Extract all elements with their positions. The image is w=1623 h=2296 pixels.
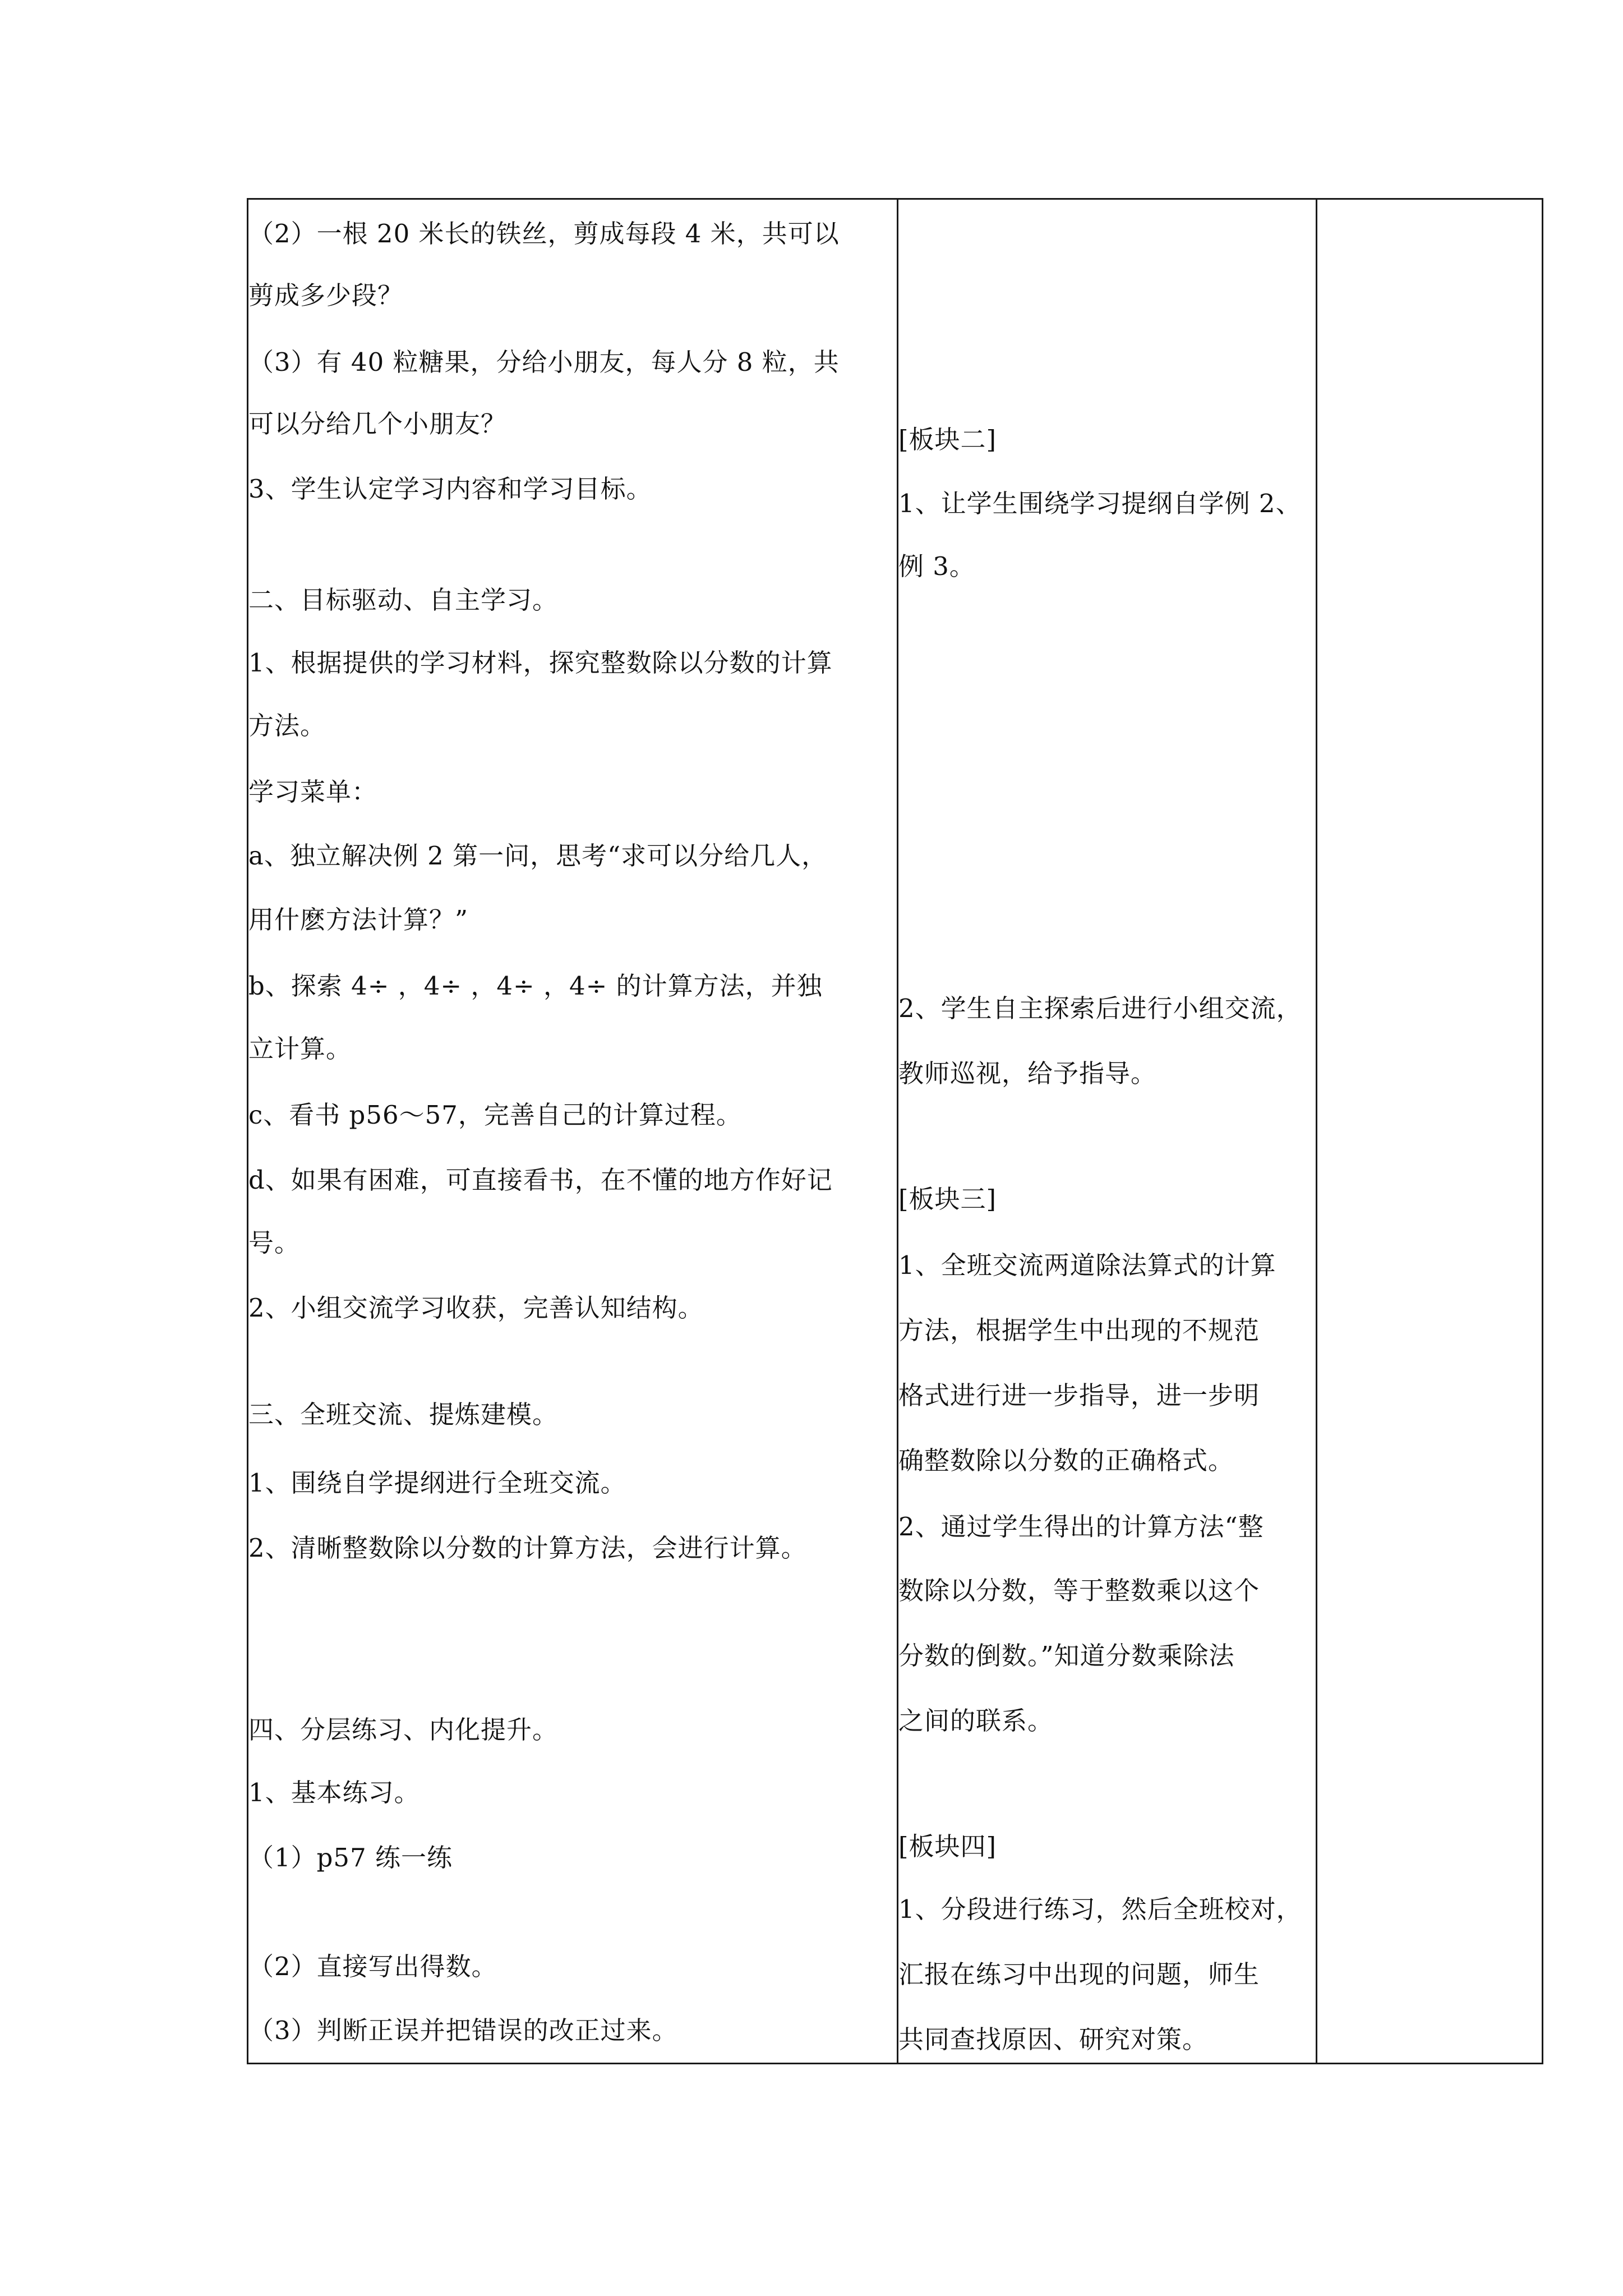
col1-line: 1、基本练习。 bbox=[248, 1778, 420, 1807]
col1-heading: 三、全班交流、提炼建模。 bbox=[248, 1400, 559, 1429]
col1-line: 立计算。 bbox=[248, 1034, 352, 1064]
col2-line: 2、学生自主探索后进行小组交流， bbox=[898, 993, 1302, 1023]
col1-line: 可以分给几个小朋友？ bbox=[248, 409, 507, 439]
col2-line: 1、分段进行练习，然后全班校对， bbox=[898, 1894, 1302, 1924]
column-divider-1 bbox=[897, 200, 898, 2063]
col2-line: 方法，根据学生中出现的不规范 bbox=[898, 1315, 1260, 1345]
col1-heading: 四、分层练习、内化提升。 bbox=[248, 1715, 559, 1745]
col2-section-label: [板块三] bbox=[898, 1184, 997, 1214]
col1-line: （2）直接写出得数。 bbox=[248, 1952, 497, 1981]
col1-line: b、探索 4÷ ，4÷ ，4÷ ，4÷ 的计算方法，并独 bbox=[248, 971, 823, 1001]
col1-line: 1、根据提供的学习材料，探究整数除以分数的计算 bbox=[248, 648, 833, 678]
col2-line: 之间的联系。 bbox=[898, 1706, 1054, 1736]
col2-line: 共同查找原因、研究对策。 bbox=[898, 2024, 1209, 2054]
col1-line: 2、清晰整数除以分数的计算方法，会进行计算。 bbox=[248, 1533, 807, 1563]
col2-section-label: [板块四] bbox=[898, 1832, 997, 1861]
col1-line: d、如果有困难，可直接看书，在不懂的地方作好记 bbox=[248, 1165, 833, 1195]
col1-line: 剪成多少段？ bbox=[248, 280, 404, 310]
col1-line: 学习菜单： bbox=[248, 777, 378, 807]
col2-line: 格式进行进一步指导，进一步明 bbox=[898, 1381, 1260, 1410]
col1-line: 方法。 bbox=[248, 711, 326, 740]
col1-line: （3）判断正误并把错误的改正过来。 bbox=[248, 2016, 678, 2045]
col2-line: 1、让学生围绕学习提纲自学例 2、 bbox=[898, 489, 1302, 518]
col1-line: （2）一根 20 米长的铁丝，剪成每段 4 米，共可以 bbox=[248, 219, 840, 249]
col2-line: 例 3。 bbox=[898, 551, 975, 581]
col2-line: 汇报在练习中出现的问题，师生 bbox=[898, 1959, 1260, 1989]
col2-section-label: [板块二] bbox=[898, 425, 997, 454]
col2-line: 教师巡视，给予指导。 bbox=[898, 1059, 1157, 1088]
col1-line: 2、小组交流学习收获，完善认知结构。 bbox=[248, 1293, 704, 1323]
col1-line: 号。 bbox=[248, 1228, 301, 1258]
col1-line: a、独立解决例 2 第一问，思考“求可以分给几人， bbox=[248, 841, 828, 871]
col2-line: 分数的倒数。”知道分数乘除法 bbox=[898, 1641, 1235, 1671]
col1-line: （1）p57 练一练 bbox=[248, 1843, 453, 1872]
col2-line: 数除以分数，等于整数乘以这个 bbox=[898, 1576, 1260, 1605]
col1-line: c、看书 p56～57，完善自己的计算过程。 bbox=[248, 1100, 742, 1130]
col1-line: 3、学生认定学习内容和学习目标。 bbox=[248, 474, 652, 504]
col2-line: 1、全班交流两道除法算式的计算 bbox=[898, 1250, 1276, 1280]
col2-line: 确整数除以分数的正确格式。 bbox=[898, 1446, 1234, 1475]
column-divider-2 bbox=[1316, 200, 1317, 2063]
col1-line: 1、围绕自学提纲进行全班交流。 bbox=[248, 1468, 626, 1498]
col1-line: （3）有 40 粒糖果，分给小朋友，每人分 8 粒，共 bbox=[248, 347, 840, 377]
col1-line: 用什麽方法计算？” bbox=[248, 905, 469, 935]
col2-line: 2、通过学生得出的计算方法“整 bbox=[898, 1512, 1264, 1542]
col1-heading: 二、目标驱动、自主学习。 bbox=[248, 585, 559, 615]
